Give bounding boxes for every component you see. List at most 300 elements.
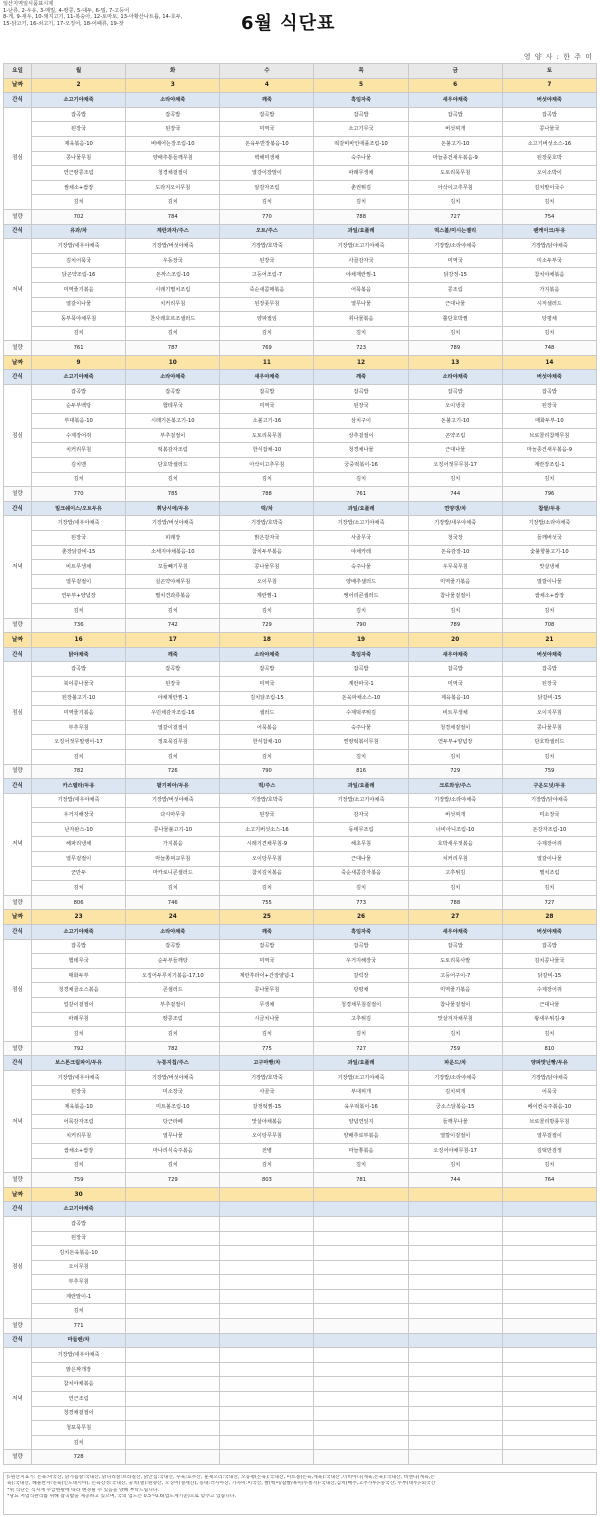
dinner-dish: 당근라페 [126, 1114, 220, 1129]
date-row-label: 날짜 [4, 355, 32, 370]
lunch-row [4, 1027, 597, 1042]
empty-cell [502, 1202, 596, 1217]
lunch-dish: 김치 [32, 1027, 126, 1042]
lunch-dish: 김치 [32, 472, 126, 487]
lunch-dish: 부추겉절이 [126, 998, 220, 1013]
dinner-row [4, 603, 597, 618]
lunch-snack-row-cell: 새우야채죽 [220, 370, 314, 385]
lunch-dish: 잡곡밥 [32, 1216, 126, 1231]
dinner-dish: 숙주나물 [314, 560, 408, 575]
dinner-calorie-row-cell: 729 [220, 618, 314, 633]
dinner-dish: 호박새우젓볶음 [408, 837, 502, 852]
dinner-dish: 기장밥/새우야채죽 [32, 516, 126, 531]
lunch-dish: 북어콩나물국 [32, 676, 126, 691]
dinner-dish: 맑은감자국 [220, 531, 314, 546]
lunch-dish: 김치 [314, 749, 408, 764]
dinner-calorie-row-cell: 789 [408, 341, 502, 356]
lunch-calorie-row-cell: 727 [314, 1041, 408, 1056]
dinner-dish: 김치 [314, 1158, 408, 1173]
dinner-dish: 기장밥/소라야채죽 [408, 239, 502, 254]
dinner-dish: 시래기멸치조림 [126, 282, 220, 297]
dinner-calorie-row [4, 1450, 597, 1465]
lunch-calorie-row-cell: 784 [126, 209, 220, 224]
lunch-dish: 오이지무침 [502, 706, 596, 721]
lunch-dish: 떡갈비바인애플조림-10 [314, 136, 408, 151]
dinner-dish: 기장밥/호박죽 [220, 1070, 314, 1085]
dinner-calorie-row-cell: 748 [502, 341, 596, 356]
allergen-note-line: 일산지역일식품표시제 [3, 1, 54, 7]
lunch-dish: 파래무침 [32, 1012, 126, 1027]
lunch-row [4, 1231, 597, 1246]
dinner-row [4, 837, 597, 852]
dinner-dish: 마카로니콘샐러드 [126, 866, 220, 881]
lunch-calorie-row-cell: 788 [220, 487, 314, 502]
empty-cell [502, 1377, 596, 1392]
dinner-dish: 기장밥/소라야채죽 [502, 516, 596, 531]
lunch-row [4, 735, 597, 750]
dinner-dish: 미소장국 [126, 1085, 220, 1100]
date-row-cell: 30 [32, 1187, 126, 1202]
lunch-dish: 시래기돈볶고기-10 [126, 414, 220, 429]
dinner-dish: 미소장국 [502, 808, 596, 823]
dinner-dish: 김치 [502, 881, 596, 896]
empty-cell [126, 1275, 220, 1290]
lunch-dish: 탕평채 [314, 983, 408, 998]
empty-cell [126, 1406, 220, 1421]
dinner-row [4, 866, 597, 881]
dinner-dish: 비트무생채 [32, 560, 126, 575]
lunch-dish: 김치 [220, 472, 314, 487]
empty-cell [314, 1377, 408, 1392]
dinner-row [4, 516, 597, 531]
dinner-dish: 피래장 [126, 531, 220, 546]
dinner-calorie-row-label: 열량 [4, 895, 32, 910]
dinner-dish: 돈육감장-10 [408, 545, 502, 560]
lunch-dish: 미역국 [408, 676, 502, 691]
lunch-dish: 마늘종건새우볶음-9 [502, 443, 596, 458]
lunch-dish: 잡곡밥 [314, 939, 408, 954]
dinner-dish: 김치 [314, 326, 408, 341]
dinner-row [4, 1143, 597, 1158]
empty-cell [220, 1216, 314, 1231]
empty-cell [502, 1435, 596, 1450]
lunch-dish: 우민채감자조림-16 [126, 706, 220, 721]
lunch-dish: 김치콩나물국 [502, 954, 596, 969]
lunch-dish: 잡곡밥 [408, 107, 502, 122]
lunch-dish: 잡곡밥 [220, 939, 314, 954]
lunch-calorie-row-cell: 788 [314, 209, 408, 224]
dinner-dish: 베이컨숙주볶음-10 [502, 1100, 596, 1115]
allergen-note-line: 8-게, 9-새우, 10-돼지고기, 11-복숭아, 12-토마토, 13-아황산나트륨, 14-호두, [3, 14, 183, 21]
dinner-dish: 기장밥/소라야채죽 [408, 1070, 502, 1085]
dinner-dish: 소세지야채볶음-10 [126, 545, 220, 560]
dinner-dish: 들깨버섯국 [502, 531, 596, 546]
footer-line: *위 식단은 식자재 수급현황에 따라 변경될 수 있음을 양해 부탁드립니다. [7, 1487, 160, 1493]
dinner-dish: 콩나물불고기-10 [126, 822, 220, 837]
lunch-dish: 아삭이고추무침 [408, 180, 502, 195]
dinner-row [4, 253, 597, 268]
lunch-dish: 삼치구이 [314, 414, 408, 429]
dinner-dish: 김치 [32, 1158, 126, 1173]
dinner-snack-row-cell: 과일/요플레 [314, 779, 408, 794]
dinner-dish: 미역국 [408, 253, 502, 268]
date-row-cell: 23 [32, 910, 126, 925]
lunch-dish: 한식잡채-10 [220, 735, 314, 750]
empty-cell [408, 1216, 502, 1231]
date-row-cell: 6 [408, 78, 502, 93]
dinner-dish: 부대찌개 [314, 1085, 408, 1100]
empty-cell [314, 1231, 408, 1246]
lunch-dish: 김치닭조림-15 [220, 691, 314, 706]
empty-cell [126, 1289, 220, 1304]
lunch-calorie-row [4, 764, 597, 779]
lunch-dish: 돈불고기-10 [408, 136, 502, 151]
empty-cell [220, 1260, 314, 1275]
date-row [4, 910, 597, 925]
dinner-dish: 된장국 [220, 253, 314, 268]
lunch-calorie-row-label: 열량 [4, 764, 32, 779]
dinner-dish: 열무겉절이 [32, 574, 126, 589]
empty-cell [126, 1377, 220, 1392]
dinner-dish: 실곤약야채무침 [126, 574, 220, 589]
date-row-cell: 2 [32, 78, 126, 93]
dinner-row [4, 326, 597, 341]
dinner-dish: 김치 [220, 326, 314, 341]
lunch-dish: 아삭이고추무침 [220, 458, 314, 473]
lunch-snack-row-cell: 소고기야채죽 [32, 925, 126, 940]
lunch-dish: 김치 [408, 749, 502, 764]
dinner-dish: 소고기버섯소스-16 [220, 822, 314, 837]
dinner-dish: 제육볶음-10 [32, 1100, 126, 1115]
empty-cell [502, 1289, 596, 1304]
lunch-calorie-row-cell: 792 [32, 1041, 126, 1056]
lunch-row [4, 122, 597, 137]
lunch-dish: 된장불고기-10 [32, 691, 126, 706]
lunch-snack-row-cell: 닭야채죽 [32, 647, 126, 662]
empty-cell [314, 1319, 408, 1334]
empty-cell [126, 1362, 220, 1377]
dinner-dish: 돈까스조림-10 [126, 268, 220, 283]
empty-cell [220, 1392, 314, 1407]
date-row-cell: 28 [502, 910, 596, 925]
dinner-dish: 마늘쫑찌교무침 [126, 852, 220, 867]
empty-cell [314, 1246, 408, 1261]
lunch-dish: 마늘종건새우볶음-9 [408, 151, 502, 166]
dinner-dish: 마늘쫑볶음 [314, 1143, 408, 1158]
empty-cell [220, 1304, 314, 1319]
lunch-snack-row-label: 간식 [4, 647, 32, 662]
dinner-dish: 콩조림 [408, 282, 502, 297]
dinner-calorie-row-cell: 742 [126, 618, 220, 633]
date-row-cell: 10 [126, 355, 220, 370]
lunch-dish: 된장국 [502, 676, 596, 691]
menu-table [3, 63, 597, 1465]
lunch-dish: 단호박샐러드 [502, 735, 596, 750]
dinner-dish: 기장밥/닭야채죽 [502, 793, 596, 808]
lunch-snack-row-label: 간식 [4, 93, 32, 108]
lunch-dish: 땅콩조림 [126, 1012, 220, 1027]
allergen-note-line: 1-난류, 2-우유, 3-메밀, 4-땅콩, 5-대두, 6-밀, 7-고등어 [3, 7, 130, 14]
dinner-dish: 김떡만검정 [502, 1143, 596, 1158]
empty-cell [220, 1348, 314, 1363]
dinner-dish: 어묵국 [502, 1085, 596, 1100]
dinner-dish: 치커리무침 [32, 1129, 126, 1144]
lunch-dish: 김치 [408, 472, 502, 487]
date-row [4, 78, 597, 93]
lunch-dish: 곤약조림 [408, 428, 502, 443]
lunch-dish: 닭갈비-15 [502, 691, 596, 706]
day-label: 요일 [4, 64, 32, 79]
dinner-dish: 김치 [126, 1158, 220, 1173]
dinner-dish: 김치 [32, 881, 126, 896]
empty-cell [314, 1392, 408, 1407]
dinner-calorie-row-cell: 761 [32, 341, 126, 356]
dinner-dish: 멸치견과류볶음 [126, 589, 220, 604]
date-row-cell: 27 [408, 910, 502, 925]
dinner-snack-row-cell: 양파맛닌빵/두유 [502, 1056, 596, 1071]
footer-line: *당뇨 저염식관리를 위해 잡곡밥을 제공하고 있으며, 국의 염도는 0.5~0.6(염도계기준)으로 맞추고 있습니다. [7, 1493, 237, 1499]
dinner-dish: 쌈채소+쌈장 [502, 589, 596, 604]
dinner-dish: 기장밥/닭야채죽 [502, 239, 596, 254]
dinner-dish: 김치 [126, 881, 220, 896]
empty-cell [502, 1392, 596, 1407]
date-row-cell: 14 [502, 355, 596, 370]
dinner-dish: 갈정떡찜-15 [220, 1100, 314, 1115]
lunch-row [4, 676, 597, 691]
lunch-dish: 김치 [314, 472, 408, 487]
dinner-row [4, 881, 597, 896]
empty-cell [220, 1450, 314, 1465]
lunch-calorie-row-cell: 816 [314, 764, 408, 779]
lunch-dish: 오이무침 [32, 1260, 126, 1275]
dinner-snack-row-cell: 구운도넛/두유 [502, 779, 596, 794]
dinner-row [4, 1362, 597, 1377]
dinner-snack-row-cell: 크로와상/주스 [408, 779, 502, 794]
empty-cell [126, 1216, 220, 1231]
dinner-dish: 김치 [502, 1158, 596, 1173]
dinner-label: 저녁 [4, 793, 32, 895]
dinner-dish: 열무겉절이 [32, 852, 126, 867]
allergen-note-line: 15-닭고기, 16-쇠고기, 17-오징어, 18-어패류, 19-잣 [3, 20, 124, 27]
lunch-dish: 햄테무국 [126, 399, 220, 414]
lunch-dish: 계란파국-1 [314, 676, 408, 691]
dinner-calorie-row [4, 1173, 597, 1188]
empty-cell [502, 1319, 596, 1334]
dinner-row [4, 239, 597, 254]
empty-cell [126, 1202, 220, 1217]
date-row-cell: 17 [126, 633, 220, 648]
empty-cell [408, 1289, 502, 1304]
lunch-dish: 된장국 [126, 122, 220, 137]
empty-cell [220, 1319, 314, 1334]
dinner-calorie-row-cell: 773 [314, 895, 408, 910]
lunch-dish: 샐러드 [220, 706, 314, 721]
empty-cell [314, 1202, 408, 1217]
lunch-calorie-row-cell: 785 [126, 487, 220, 502]
empty-cell [408, 1435, 502, 1450]
dinner-dish: 열무나물 [314, 297, 408, 312]
lunch-snack-row-cell: 깨죽 [314, 370, 408, 385]
dinner-dish: 기장밥/호박죽 [220, 516, 314, 531]
lunch-calorie-row-cell: 796 [502, 487, 596, 502]
dinner-snack-row-label: 간식 [4, 779, 32, 794]
dinner-dish: 춘장닭갈비-15 [32, 545, 126, 560]
empty-cell [314, 1187, 408, 1202]
dinner-dish: 너비아니조림-10 [408, 822, 502, 837]
footer-line: 육):국내산, 해물완자:연육(인도네시아), 돈육강정:국내산, 꿍치(멸):원양산, 오징어(절세산), 동태:러시아산, 가자미:미국산, 쌀(백미/찹쌀/흑미/누룽지)-국내산,김치(배추,고추가루)-중국산, 두부(대두)-외국산 [7, 1481, 436, 1487]
dinner-dish: 김치 [220, 603, 314, 618]
lunch-row [4, 428, 597, 443]
empty-cell [408, 1392, 502, 1407]
lunch-row [4, 749, 597, 764]
empty-cell [502, 1231, 596, 1246]
lunch-dish: 잡곡밥 [126, 939, 220, 954]
date-row-cell: 9 [32, 355, 126, 370]
dinner-dish: 미소두부국 [502, 253, 596, 268]
empty-cell [220, 1377, 314, 1392]
lunch-dish: 잡곡밥 [126, 107, 220, 122]
dinner-dish: 기장밥/소고기야채죽 [314, 1070, 408, 1085]
empty-cell [502, 1362, 596, 1377]
dinner-dish: 미역줄기볶음 [408, 574, 502, 589]
lunch-snack-row-cell: 소라야채죽 [126, 370, 220, 385]
lunch-snack-row-label: 간식 [4, 925, 32, 940]
dinner-dish: 양념연잎지 [314, 1114, 408, 1129]
lunch-row [4, 954, 597, 969]
lunch-dish: 단호박샐러드 [126, 458, 220, 473]
lunch-dish: 오징어젓무무침-17 [408, 458, 502, 473]
empty-cell [314, 1348, 408, 1363]
dinner-dish: 탕평채 [502, 312, 596, 327]
lunch-dish: 잡곡밥 [220, 107, 314, 122]
lunch-calorie-row [4, 1041, 597, 1056]
dinner-dish: 기장밥/버섯야채죽 [126, 516, 220, 531]
empty-cell [408, 1187, 502, 1202]
dinner-dish: 기장밥/버섯야채죽 [126, 1070, 220, 1085]
dinner-dish: 돈강자조림-10 [502, 822, 596, 837]
lunch-dish: 잡곡밥 [126, 385, 220, 400]
lunch-dish: 된장국 [126, 676, 220, 691]
dinner-dish: 들깨무나물 [408, 1114, 502, 1129]
day-name-2: 수 [220, 64, 314, 79]
lunch-dish: 제육볶음-10 [32, 136, 126, 151]
lunch-dish: 김치 [314, 195, 408, 210]
dinner-dish: 난자완스-10 [32, 822, 126, 837]
dinner-dish: 김치 [408, 326, 502, 341]
empty-cell [126, 1304, 220, 1319]
dinner-label: 저녁 [4, 1070, 32, 1172]
lunch-calorie-row [4, 209, 597, 224]
empty-cell [314, 1304, 408, 1319]
dinner-snack-row [4, 224, 597, 239]
dinner-dish: 김치 [314, 603, 408, 618]
lunch-dish: 콩나물무침 [502, 720, 596, 735]
lunch-dish: 김치 [408, 1027, 502, 1042]
lunch-calorie-row-label: 열량 [4, 487, 32, 502]
lunch-snack-row-cell: 깨죽 [220, 925, 314, 940]
lunch-dish: 된장국 [32, 122, 126, 137]
dinner-snack-row-cell: 과일/요플레 [314, 224, 408, 239]
lunch-dish: 미역국 [220, 954, 314, 969]
empty-cell [408, 1406, 502, 1421]
lunch-dish: 김치 [32, 749, 126, 764]
dinner-dish: 어묵볶음 [314, 282, 408, 297]
lunch-dish: 제육볶음-10 [408, 691, 502, 706]
dinner-row [4, 852, 597, 867]
lunch-dish: 찐땅떡볶이무침 [314, 735, 408, 750]
lunch-dish: 김치 [32, 1304, 126, 1319]
dinner-dish: 기장밥/새우야채죽 [32, 1070, 126, 1085]
lunch-dish: 도라지오이무침 [126, 180, 220, 195]
day-name-4: 금 [408, 64, 502, 79]
dinner-dish: 시저샐러드 [502, 297, 596, 312]
dinner-calorie-row-cell: 769 [220, 341, 314, 356]
lunch-calorie-row-cell: 729 [408, 764, 502, 779]
empty-cell [502, 1406, 596, 1421]
dinner-label: 저녁 [4, 516, 32, 618]
lunch-snack-row-cell: 깨죽 [220, 93, 314, 108]
dinner-calorie-row-cell: 788 [408, 895, 502, 910]
empty-cell [220, 1421, 314, 1436]
lunch-dish: 잡곡밥 [408, 939, 502, 954]
dinner-snack-row [4, 1056, 597, 1071]
dinner-row [4, 1421, 597, 1436]
lunch-row [4, 458, 597, 473]
dinner-dish: 열무나물 [126, 1129, 220, 1144]
lunch-dish: 양배추통들깨무침 [126, 151, 220, 166]
lunch-dish: 된장국 [502, 399, 596, 414]
lunch-row [4, 706, 597, 721]
lunch-dish: 돈불고기-10 [408, 414, 502, 429]
lunch-dish: 잡곡밥 [408, 385, 502, 400]
empty-cell [126, 1348, 220, 1363]
empty-cell [126, 1450, 220, 1465]
dinner-label: 저녁 [4, 239, 32, 341]
dinner-dish: 오이탕무무침 [220, 1129, 314, 1144]
dinner-dish: 기장밥/버섯야채죽 [126, 793, 220, 808]
date-row-cell: 11 [220, 355, 314, 370]
date-row-cell: 25 [220, 910, 314, 925]
dinner-row [4, 822, 597, 837]
empty-cell [502, 1275, 596, 1290]
dinner-dish: 김치 [408, 603, 502, 618]
dinner-dish: 열깔이겉절이 [408, 1129, 502, 1144]
dinner-snack-row-cell: 찹쌀/두유 [502, 501, 596, 516]
lunch-dish: 고등어구이-7 [408, 968, 502, 983]
dinner-snack-row-cell: 오트/주스 [220, 224, 314, 239]
lunch-snack-row-cell: 깨죽 [126, 647, 220, 662]
empty-cell [408, 1348, 502, 1363]
lunch-dish: 소고기버섯소스-16 [502, 136, 596, 151]
lunch-dish: 돈육두반장볶음-10 [220, 136, 314, 151]
dinner-snack-row-cell: 고구마빵/차 [220, 1056, 314, 1071]
empty-cell [502, 1348, 596, 1363]
lunch-dish: 닭갈비-15 [502, 968, 596, 983]
lunch-calorie-row [4, 487, 597, 502]
empty-cell [502, 1187, 596, 1202]
lunch-dish: 왕새우튀김-9 [502, 1012, 596, 1027]
empty-cell [126, 1435, 220, 1450]
lunch-dish: 잡곡밥 [126, 662, 220, 677]
lunch-snack-row-cell: 소라야채죽 [126, 925, 220, 940]
dinner-snack-row-cell: 떡/주스 [220, 779, 314, 794]
dinner-dish: 쌈채소+쌈장 [32, 1143, 126, 1158]
dinner-dish: 참나물겉절이 [408, 589, 502, 604]
dinner-dish: 열갈이나물 [502, 852, 596, 867]
lunch-snack-row-label: 간식 [4, 1202, 32, 1217]
dinner-row [4, 545, 597, 560]
lunch-row [4, 939, 597, 954]
